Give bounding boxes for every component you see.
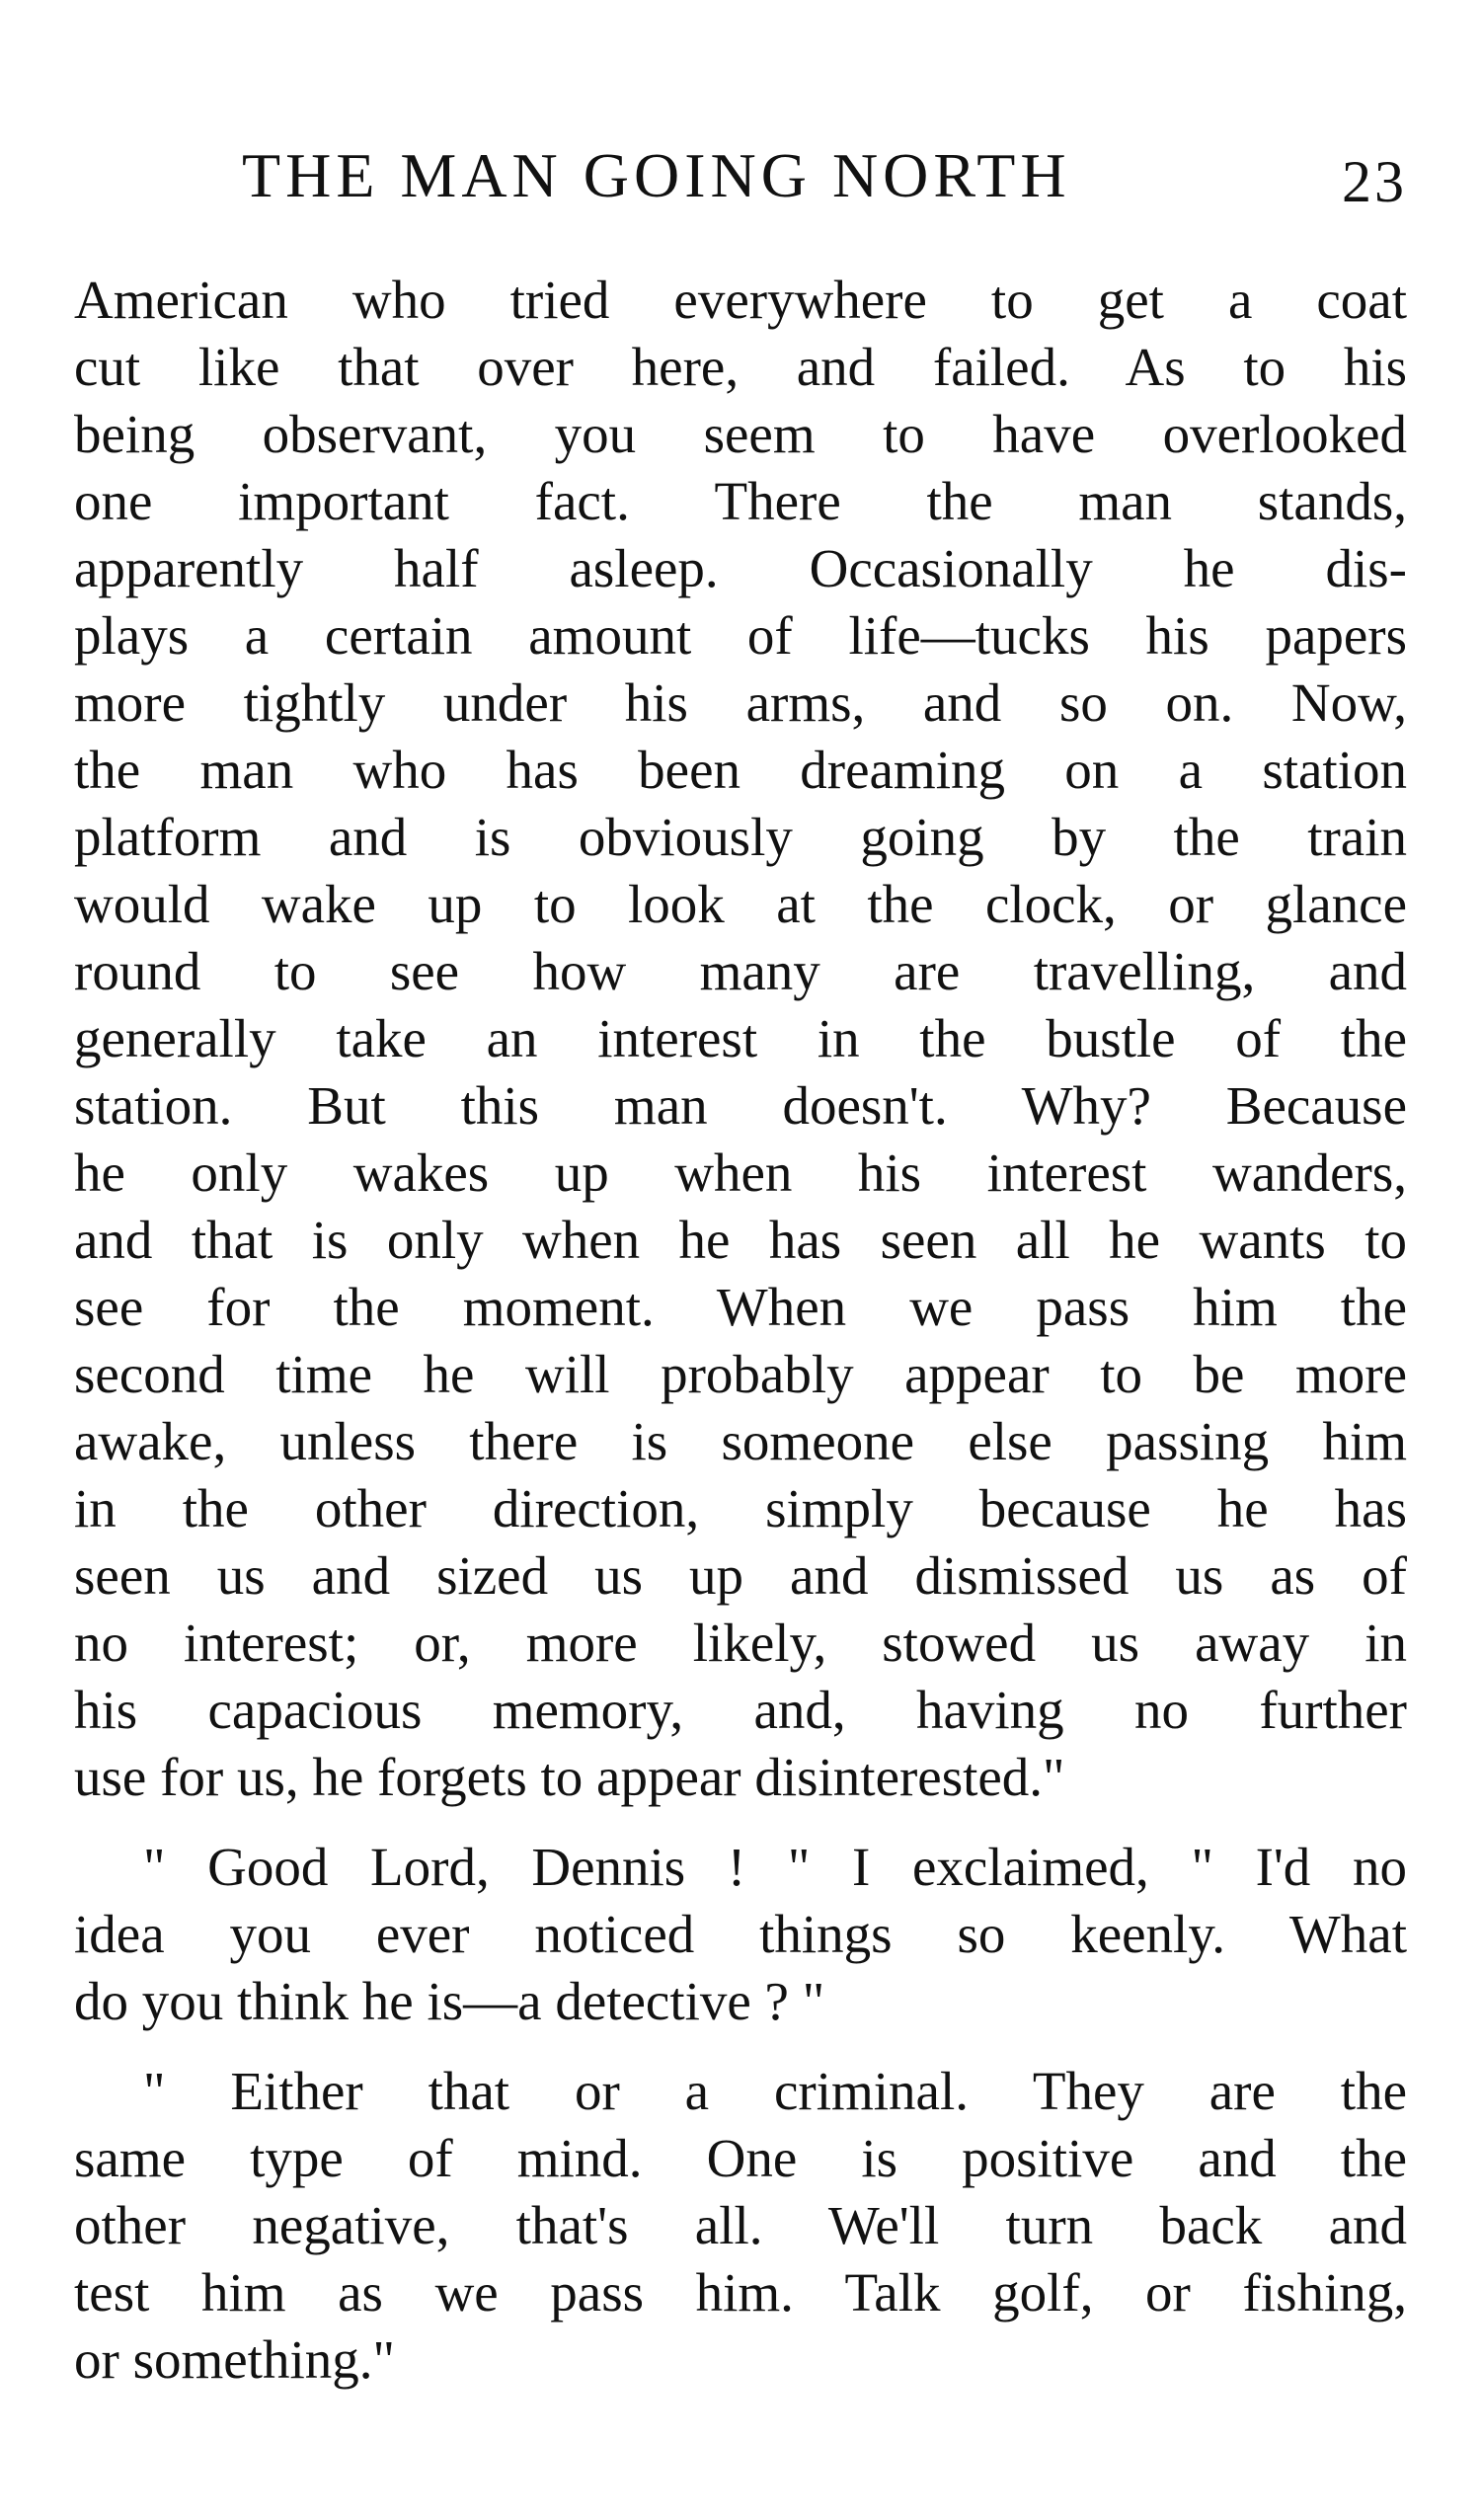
running-head xyxy=(74,136,1407,215)
text-line: his capacious memory, and, having no further xyxy=(74,1680,1407,1740)
text-line: generally take an interest in the bustle of the xyxy=(74,1008,1407,1068)
text-line: " Good Lord, Dennis ! " I exclaimed, " I'd no xyxy=(143,1837,1407,1897)
text-line: same type of mind. One is positive and the xyxy=(74,2128,1407,2188)
paragraph xyxy=(74,1834,1407,2035)
text-line: second time he will probably appear to be more xyxy=(74,1344,1407,1404)
text-line: being observant, you seem to have overlooked xyxy=(74,404,1407,464)
text-line: awake, unless there is someone else passing him xyxy=(74,1411,1407,1471)
text-line: more tightly under his arms, and so on. Now, xyxy=(74,672,1407,733)
text-line: in the other direction, simply because he has xyxy=(74,1478,1407,1538)
text-line: other negative, that's all. We'll turn back and xyxy=(74,2195,1407,2255)
text-line: platform and is obviously going by the train xyxy=(74,807,1407,867)
text-line: and that is only when he has seen all he wants to xyxy=(74,1210,1407,1270)
text-line: see for the moment. When we pass him the xyxy=(74,1277,1407,1337)
text-line: round to see how many are travelling, and xyxy=(74,941,1407,1001)
text-line: station. But this man doesn't. Why? Because xyxy=(74,1075,1407,1136)
text-line: cut like that over here, and failed. As to his xyxy=(74,337,1407,397)
paragraph-gap xyxy=(74,1811,1407,1834)
paragraph-gap xyxy=(74,2035,1407,2058)
text-line: do you think he is—a detective ? " xyxy=(74,1971,825,2031)
text-line: no interest; or, more likely, stowed us away in xyxy=(74,1613,1407,1673)
text-line: use for us, he forgets to appear disinterested." xyxy=(74,1747,1065,1807)
paragraph xyxy=(74,267,1407,1811)
text-line: American who tried everywhere to get a coat xyxy=(74,270,1407,330)
text-line: seen us and sized us up and dismissed us as of xyxy=(74,1545,1407,1606)
text-line: would wake up to look at the clock, or glance xyxy=(74,874,1407,934)
text-line: or something." xyxy=(74,2329,395,2390)
text-line: test him as we pass him. Talk golf, or fishing, xyxy=(74,2262,1407,2323)
running-title: THE MAN GOING NORTH xyxy=(242,140,1071,210)
page-number: 23 xyxy=(1342,149,1407,214)
text-line: he only wakes up when his interest wanders, xyxy=(74,1142,1407,1203)
paragraph xyxy=(74,2058,1407,2394)
text-line: the man who has been dreaming on a station xyxy=(74,740,1407,800)
text-line: one important fact. There the man stands, xyxy=(74,471,1407,531)
text-line: idea you ever noticed things so keenly. What xyxy=(74,1904,1407,1964)
text-line: apparently half asleep. Occasionally he dis- xyxy=(74,538,1407,598)
text-line: " Either that or a criminal. They are the xyxy=(143,2061,1407,2121)
body-text xyxy=(74,267,1407,2394)
text-line: plays a certain amount of life—tucks his papers xyxy=(74,605,1407,666)
